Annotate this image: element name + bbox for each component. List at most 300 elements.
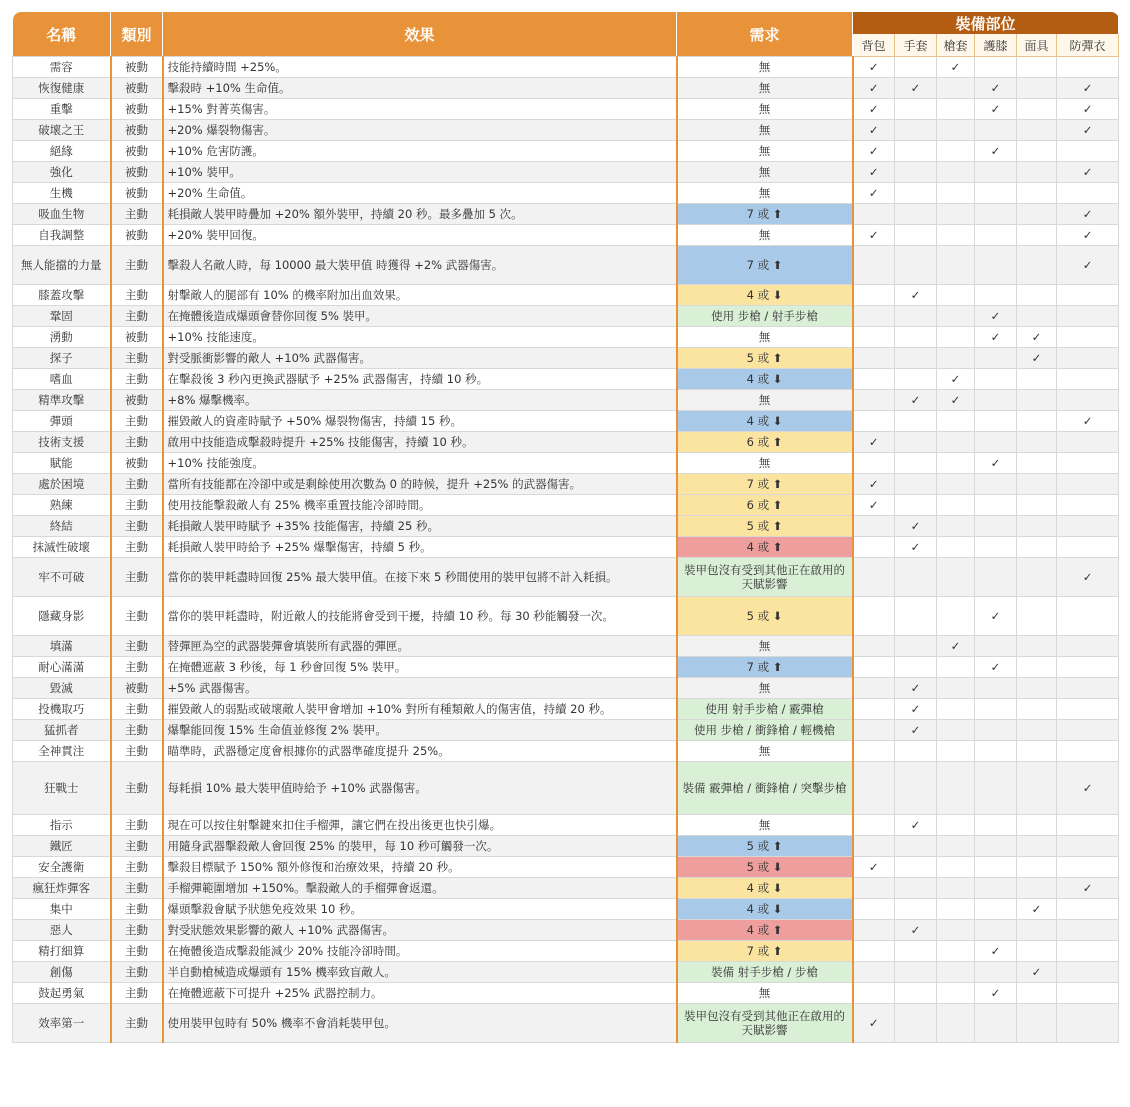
slot-mask-cell: [1017, 495, 1057, 516]
talent-effect: 耗損敵人裝甲時疊加 +20% 額外裝甲，持續 20 秒。最多疊加 5 次。: [163, 204, 677, 225]
slot-holster-cell: [937, 495, 975, 516]
slot-mask-cell: [1017, 657, 1057, 678]
slot-chest-cell: [1057, 327, 1119, 348]
talent-type: 主動: [111, 558, 163, 597]
talent-requirement: 5 或 ⬇: [677, 597, 853, 636]
slot-gloves-cell: [895, 348, 937, 369]
talent-type: 主動: [111, 741, 163, 762]
slot-backpack-cell: [853, 941, 895, 962]
slot-mask-cell: [1017, 474, 1057, 495]
talent-requirement: 4 或 ⬇: [677, 285, 853, 306]
slot-backpack-cell: [853, 741, 895, 762]
checkmark-icon: ✓: [1082, 80, 1093, 95]
talent-requirement: 4 或 ⬇: [677, 878, 853, 899]
slot-holster-cell: [937, 678, 975, 699]
slot-mask-cell: [1017, 983, 1057, 1004]
slot-holster-cell: [937, 699, 975, 720]
talent-effect: 使用技能擊殺敵人有 25% 機率重置技能冷卻時間。: [163, 495, 677, 516]
checkmark-icon: ✓: [990, 608, 1001, 623]
talent-type: 主動: [111, 720, 163, 741]
slot-kneepads-cell: [975, 857, 1017, 878]
slot-kneepads-cell: [975, 306, 1017, 327]
slot-mask-cell: [1017, 516, 1057, 537]
slot-backpack-cell: [853, 1004, 895, 1043]
talent-requirement: 無: [677, 741, 853, 762]
slot-backpack-cell: [853, 348, 895, 369]
slot-holster-cell: [937, 741, 975, 762]
slot-mask-cell: [1017, 204, 1057, 225]
slot-mask-cell: [1017, 246, 1057, 285]
talent-requirement: 7 或 ⬆: [677, 657, 853, 678]
talent-type: 主動: [111, 474, 163, 495]
table-row: [13, 141, 1119, 162]
table-row: [13, 516, 1119, 537]
talent-name: 隱藏身影: [13, 597, 111, 636]
slot-gloves-cell: [895, 815, 937, 836]
slot-chest-cell: [1057, 120, 1119, 141]
talent-requirement: 無: [677, 327, 853, 348]
table-row: [13, 162, 1119, 183]
talent-effect: +10% 技能速度。: [163, 327, 677, 348]
slot-mask-cell: [1017, 183, 1057, 204]
slot-holster-cell: [937, 162, 975, 183]
slot-backpack-cell: [853, 878, 895, 899]
header-requirement: 需求: [677, 12, 853, 57]
slot-kneepads-cell: [975, 183, 1017, 204]
table-row: [13, 720, 1119, 741]
talent-effect: 在掩體遮蔽下可提升 +25% 武器控制力。: [163, 983, 677, 1004]
slot-mask-cell: [1017, 920, 1057, 941]
slot-gloves-cell: [895, 636, 937, 657]
talent-requirement: 無: [677, 983, 853, 1004]
slot-gloves-cell: [895, 327, 937, 348]
talent-type: 被動: [111, 162, 163, 183]
slot-backpack-cell: [853, 899, 895, 920]
talent-type: 主動: [111, 597, 163, 636]
slot-chest-cell: [1057, 453, 1119, 474]
slot-backpack-cell: [853, 983, 895, 1004]
talent-effect: 每耗損 10% 最大裝甲值時給予 +10% 武器傷害。: [163, 762, 677, 815]
slot-holster-cell: [937, 899, 975, 920]
talent-name: 恢復健康: [13, 78, 111, 99]
slot-kneepads-cell: [975, 141, 1017, 162]
checkmark-icon: ✓: [910, 680, 921, 695]
talent-name: 膝蓋攻擊: [13, 285, 111, 306]
slot-mask-cell: [1017, 306, 1057, 327]
talent-requirement: 使用 步槍 / 射手步槍: [677, 306, 853, 327]
slot-backpack-cell: [853, 636, 895, 657]
slot-chest-cell: [1057, 57, 1119, 78]
slot-holster-cell: [937, 390, 975, 411]
header-effect: 效果: [163, 12, 677, 57]
table-row: [13, 657, 1119, 678]
talent-requirement: 無: [677, 390, 853, 411]
slot-holster-cell: [937, 516, 975, 537]
checkmark-icon: ✓: [910, 701, 921, 716]
slot-chest-cell: [1057, 516, 1119, 537]
slot-kneepads-cell: [975, 636, 1017, 657]
talent-requirement: 7 或 ⬆: [677, 474, 853, 495]
talent-effect: 擊殺人名敵人時，每 10000 最大裝甲值 時獲得 +2% 武器傷害。: [163, 246, 677, 285]
slot-kneepads-cell: [975, 474, 1017, 495]
slot-gloves-cell: [895, 183, 937, 204]
slot-mask-cell: [1017, 857, 1057, 878]
talent-type: 被動: [111, 678, 163, 699]
slot-gloves-cell: [895, 99, 937, 120]
table-row: [13, 453, 1119, 474]
slot-backpack-cell: [853, 183, 895, 204]
talent-name: 賦能: [13, 453, 111, 474]
talent-effect: +10% 危害防護。: [163, 141, 677, 162]
checkmark-icon: ✓: [910, 922, 921, 937]
slot-kneepads-cell: [975, 558, 1017, 597]
slot-gloves-cell: [895, 720, 937, 741]
talent-effect: 在掩體遮蔽 3 秒後，每 1 秒會回復 5% 裝甲。: [163, 657, 677, 678]
talent-effect: 耗損敵人裝甲時給予 +25% 爆擊傷害，持續 5 秒。: [163, 537, 677, 558]
talent-requirement: 6 或 ⬆: [677, 495, 853, 516]
talent-table: [12, 12, 1119, 1043]
talent-name: 強化: [13, 162, 111, 183]
slot-kneepads-cell: [975, 327, 1017, 348]
table-row: [13, 348, 1119, 369]
talent-type: 主動: [111, 537, 163, 558]
checkmark-icon: ✓: [868, 227, 879, 242]
slot-mask-cell: [1017, 390, 1057, 411]
slot-chest-cell: [1057, 432, 1119, 453]
talent-requirement: 5 或 ⬆: [677, 836, 853, 857]
talent-type: 被動: [111, 183, 163, 204]
checkmark-icon: ✓: [910, 817, 921, 832]
talent-requirement: 5 或 ⬆: [677, 516, 853, 537]
talent-type: 主動: [111, 495, 163, 516]
slot-holster-cell: [937, 204, 975, 225]
talent-type: 主動: [111, 857, 163, 878]
slot-backpack-cell: [853, 815, 895, 836]
slot-kneepads-cell: [975, 1004, 1017, 1043]
checkmark-icon: ✓: [950, 59, 961, 74]
table-row: [13, 183, 1119, 204]
slot-mask-cell: [1017, 411, 1057, 432]
slot-mask-cell: [1017, 120, 1057, 141]
slot-backpack-cell: [853, 657, 895, 678]
slot-holster-cell: [937, 369, 975, 390]
table-row: [13, 369, 1119, 390]
talent-requirement: 5 或 ⬇: [677, 857, 853, 878]
slot-backpack-cell: [853, 120, 895, 141]
slot-kneepads-cell: [975, 57, 1017, 78]
slot-holster-cell: [937, 306, 975, 327]
talent-name: 耐心滿滿: [13, 657, 111, 678]
slot-mask-cell: [1017, 348, 1057, 369]
talent-requirement: 無: [677, 162, 853, 183]
slot-backpack-cell: [853, 306, 895, 327]
talent-requirement: 7 或 ⬆: [677, 941, 853, 962]
talent-name: 湧動: [13, 327, 111, 348]
checkmark-icon: ✓: [1031, 901, 1042, 916]
slot-kneepads-cell: [975, 657, 1017, 678]
talent-name: 創傷: [13, 962, 111, 983]
slot-chest-cell: [1057, 962, 1119, 983]
checkmark-icon: ✓: [990, 329, 1001, 344]
talent-name: 牢不可破: [13, 558, 111, 597]
checkmark-icon: ✓: [868, 497, 879, 512]
slot-kneepads-cell: [975, 246, 1017, 285]
slot-kneepads-cell: [975, 962, 1017, 983]
talent-type: 被動: [111, 225, 163, 246]
talent-effect: 在掩體後造成爆頭會替你回復 5% 裝甲。: [163, 306, 677, 327]
slot-backpack-cell: [853, 225, 895, 246]
talent-name: 安全護衛: [13, 857, 111, 878]
checkmark-icon: ✓: [990, 985, 1001, 1000]
talent-requirement: 裝甲包沒有受到其他正在啟用的天賦影響: [677, 558, 853, 597]
slot-kneepads-cell: [975, 369, 1017, 390]
slot-backpack-cell: [853, 516, 895, 537]
slot-gloves-cell: [895, 369, 937, 390]
slot-gloves-cell: [895, 411, 937, 432]
talent-type: 被動: [111, 327, 163, 348]
slot-backpack-cell: [853, 857, 895, 878]
checkmark-icon: ✓: [868, 434, 879, 449]
slot-backpack-cell: [853, 390, 895, 411]
slot-gloves-cell: [895, 432, 937, 453]
checkmark-icon: ✓: [910, 392, 921, 407]
talent-requirement: 4 或 ⬆: [677, 537, 853, 558]
checkmark-icon: ✓: [1082, 206, 1093, 221]
table-row: [13, 1004, 1119, 1043]
slot-kneepads-cell: [975, 941, 1017, 962]
slot-holster-cell: [937, 878, 975, 899]
slot-backpack-cell: [853, 762, 895, 815]
talent-name: 絕緣: [13, 141, 111, 162]
slot-holster-cell: [937, 962, 975, 983]
slot-mask-cell: [1017, 99, 1057, 120]
slot-holster-cell: [937, 285, 975, 306]
talent-name: 重擊: [13, 99, 111, 120]
talent-effect: +8% 爆擊機率。: [163, 390, 677, 411]
slot-holster-cell: [937, 983, 975, 1004]
table-row: [13, 762, 1119, 815]
slot-chest-cell: [1057, 162, 1119, 183]
checkmark-icon: ✓: [868, 164, 879, 179]
talent-name: 處於困境: [13, 474, 111, 495]
talent-effect: 瞄準時，武器穩定度會根據你的武器準確度提升 25%。: [163, 741, 677, 762]
talent-type: 被動: [111, 57, 163, 78]
talent-name: 技術支援: [13, 432, 111, 453]
table-row: [13, 857, 1119, 878]
table-row: [13, 815, 1119, 836]
slot-backpack-cell: [853, 597, 895, 636]
slot-holster-cell: [937, 857, 975, 878]
talent-table-container: [12, 12, 1118, 1043]
talent-effect: 在擊殺後 3 秒內更換武器賦予 +25% 武器傷害，持續 10 秒。: [163, 369, 677, 390]
talent-requirement: 使用 步槍 / 衝鋒槍 / 輕機槍: [677, 720, 853, 741]
talent-type: 主動: [111, 306, 163, 327]
table-row: [13, 327, 1119, 348]
talent-name: 無人能擋的力量: [13, 246, 111, 285]
talent-requirement: 無: [677, 99, 853, 120]
slot-mask-cell: [1017, 941, 1057, 962]
slot-kneepads-cell: [975, 920, 1017, 941]
slot-gloves-cell: [895, 390, 937, 411]
slot-chest-cell: [1057, 225, 1119, 246]
slot-chest-cell: [1057, 878, 1119, 899]
header-slot-holster: 槍套: [937, 34, 975, 57]
slot-mask-cell: [1017, 57, 1057, 78]
slot-chest-cell: [1057, 657, 1119, 678]
slot-kneepads-cell: [975, 162, 1017, 183]
slot-backpack-cell: [853, 285, 895, 306]
talent-effect: 用隨身武器擊殺敵人會回復 25% 的裝甲，每 10 秒可觸發一次。: [163, 836, 677, 857]
talent-effect: 當你的裝甲耗盡時回復 25% 最大裝甲值。在接下來 5 秒間使用的裝甲包將不計入耗損。: [163, 558, 677, 597]
slot-holster-cell: [937, 246, 975, 285]
talent-name: 鞏固: [13, 306, 111, 327]
talent-name: 毀滅: [13, 678, 111, 699]
talent-effect: +15% 對菁英傷害。: [163, 99, 677, 120]
slot-holster-cell: [937, 411, 975, 432]
talent-name: 填滿: [13, 636, 111, 657]
talent-type: 主動: [111, 920, 163, 941]
table-row: [13, 558, 1119, 597]
slot-kneepads-cell: [975, 411, 1017, 432]
checkmark-icon: ✓: [868, 185, 879, 200]
table-row: [13, 99, 1119, 120]
checkmark-icon: ✓: [950, 392, 961, 407]
slot-chest-cell: [1057, 720, 1119, 741]
talent-type: 主動: [111, 636, 163, 657]
talent-name: 熟練: [13, 495, 111, 516]
slot-gloves-cell: [895, 141, 937, 162]
slot-backpack-cell: [853, 920, 895, 941]
table-row: [13, 920, 1119, 941]
slot-gloves-cell: [895, 836, 937, 857]
slot-gloves-cell: [895, 762, 937, 815]
slot-kneepads-cell: [975, 225, 1017, 246]
talent-requirement: 無: [677, 453, 853, 474]
checkmark-icon: ✓: [910, 518, 921, 533]
talent-name: 探子: [13, 348, 111, 369]
slot-holster-cell: [937, 348, 975, 369]
slot-kneepads-cell: [975, 537, 1017, 558]
table-row: [13, 836, 1119, 857]
slot-chest-cell: [1057, 306, 1119, 327]
slot-backpack-cell: [853, 720, 895, 741]
slot-kneepads-cell: [975, 348, 1017, 369]
checkmark-icon: ✓: [1082, 880, 1093, 895]
slot-chest-cell: [1057, 204, 1119, 225]
slot-holster-cell: [937, 141, 975, 162]
slot-gloves-cell: [895, 246, 937, 285]
header-name: 名稱: [13, 12, 111, 57]
table-row: [13, 204, 1119, 225]
talent-effect: 技能持續時間 +25%。: [163, 57, 677, 78]
table-row: [13, 120, 1119, 141]
talent-type: 主動: [111, 983, 163, 1004]
slot-gloves-cell: [895, 474, 937, 495]
table-row: [13, 899, 1119, 920]
checkmark-icon: ✓: [868, 859, 879, 874]
talent-requirement: 4 或 ⬆: [677, 920, 853, 941]
header-slot-mask: 面具: [1017, 34, 1057, 57]
slot-chest-cell: [1057, 983, 1119, 1004]
slot-gloves-cell: [895, 78, 937, 99]
talent-type: 主動: [111, 657, 163, 678]
checkmark-icon: ✓: [910, 80, 921, 95]
talent-type: 主動: [111, 411, 163, 432]
table-row: [13, 225, 1119, 246]
slot-gloves-cell: [895, 204, 937, 225]
talent-name: 全神貫注: [13, 741, 111, 762]
checkmark-icon: ✓: [1031, 350, 1042, 365]
checkmark-icon: ✓: [868, 476, 879, 491]
slot-gloves-cell: [895, 516, 937, 537]
talent-requirement: 無: [677, 183, 853, 204]
slot-gloves-cell: [895, 657, 937, 678]
slot-mask-cell: [1017, 762, 1057, 815]
talent-requirement: 無: [677, 141, 853, 162]
slot-kneepads-cell: [975, 678, 1017, 699]
talent-type: 主動: [111, 348, 163, 369]
checkmark-icon: ✓: [1082, 227, 1093, 242]
talent-effect: 在掩體後造成擊殺能減少 20% 技能冷卻時間。: [163, 941, 677, 962]
talent-name: 鼓起勇氣: [13, 983, 111, 1004]
slot-gloves-cell: [895, 225, 937, 246]
slot-chest-cell: [1057, 558, 1119, 597]
talent-effect: 摧毀敵人的弱點或破壞敵人裝甲會增加 +10% 對所有種類敵人的傷害值，持續 20 秒。: [163, 699, 677, 720]
header-slot-chest: 防彈衣: [1057, 34, 1119, 57]
talent-requirement: 無: [677, 120, 853, 141]
slot-gloves-cell: [895, 1004, 937, 1043]
slot-mask-cell: [1017, 1004, 1057, 1043]
talent-effect: 爆擊能回復 15% 生命值並修復 2% 裝甲。: [163, 720, 677, 741]
table-row: [13, 537, 1119, 558]
checkmark-icon: ✓: [868, 122, 879, 137]
talent-effect: 對受狀態效果影響的敵人 +10% 武器傷害。: [163, 920, 677, 941]
checkmark-icon: ✓: [910, 539, 921, 554]
checkmark-icon: ✓: [1082, 164, 1093, 179]
table-row: [13, 878, 1119, 899]
slot-holster-cell: [937, 225, 975, 246]
slot-chest-cell: [1057, 699, 1119, 720]
talent-requirement: 4 或 ⬇: [677, 411, 853, 432]
talent-effect: 手榴彈範圍增加 +150%。擊殺敵人的手榴彈會返還。: [163, 878, 677, 899]
slot-chest-cell: [1057, 390, 1119, 411]
talent-type: 主動: [111, 815, 163, 836]
slot-backpack-cell: [853, 453, 895, 474]
slot-mask-cell: [1017, 678, 1057, 699]
checkmark-icon: ✓: [868, 143, 879, 158]
slot-gloves-cell: [895, 597, 937, 636]
table-row: [13, 983, 1119, 1004]
checkmark-icon: ✓: [950, 371, 961, 386]
slot-gloves-cell: [895, 558, 937, 597]
talent-type: 主動: [111, 204, 163, 225]
slot-gloves-cell: [895, 495, 937, 516]
table-row: [13, 636, 1119, 657]
slot-kneepads-cell: [975, 99, 1017, 120]
slot-holster-cell: [937, 636, 975, 657]
table-row: [13, 699, 1119, 720]
checkmark-icon: ✓: [1082, 122, 1093, 137]
slot-backpack-cell: [853, 836, 895, 857]
talent-type: 主動: [111, 962, 163, 983]
talent-type: 主動: [111, 878, 163, 899]
talent-type: 主動: [111, 246, 163, 285]
slot-gloves-cell: [895, 453, 937, 474]
checkmark-icon: ✓: [990, 143, 1001, 158]
talent-requirement: 無: [677, 225, 853, 246]
slot-mask-cell: [1017, 225, 1057, 246]
slot-backpack-cell: [853, 204, 895, 225]
